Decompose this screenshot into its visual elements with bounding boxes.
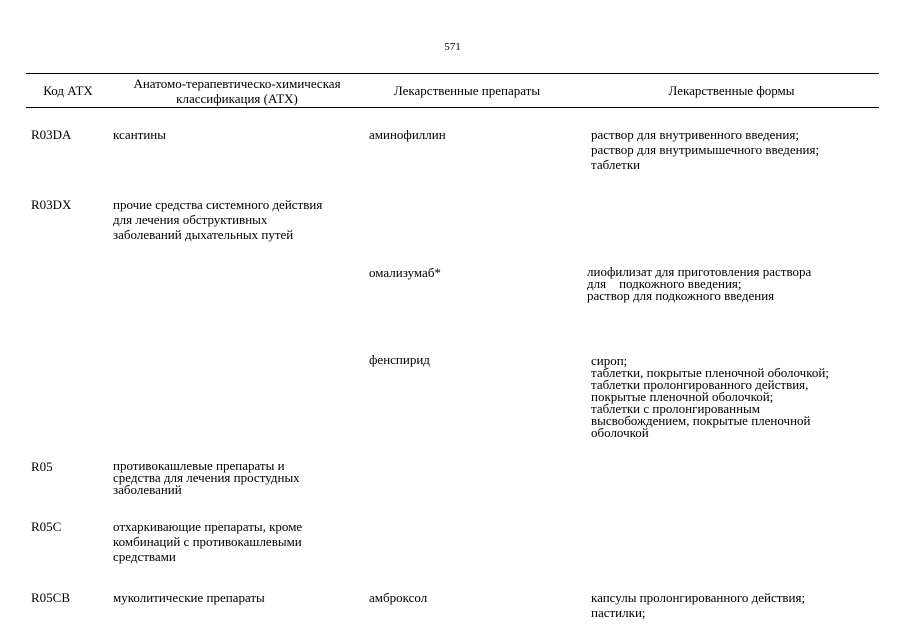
row-drug: омализумаб*: [369, 265, 441, 280]
header-code: [26, 74, 110, 107]
atc-line: заболеваний: [113, 482, 182, 497]
atc-line: противокашлевые препараты и: [113, 458, 285, 473]
atc-line: прочие средства системного действия: [113, 197, 323, 212]
form-line: высвобождением, покрытые пленочной: [591, 413, 811, 428]
header-drugs: [364, 74, 570, 107]
form-line: таблетки: [591, 157, 641, 172]
row-code: R03DX: [31, 197, 72, 212]
row-drug: аминофиллин: [369, 127, 446, 142]
page-number: 571: [444, 41, 461, 53]
header-atc-line1: Анатомо-терапевтическо-химическая: [133, 75, 341, 91]
row-code: R03DA: [31, 127, 72, 142]
header-atc: [112, 74, 362, 107]
row-atc: [113, 127, 166, 142]
form-line: капсулы пролонгированного действия;: [591, 590, 806, 605]
atc-line: заболеваний дыхательных путей: [113, 227, 294, 242]
header-atc-line2: классификация (АТХ): [176, 90, 298, 106]
form-line: таблетки, покрытые пленочной оболочкой;: [591, 365, 829, 380]
form-line: для подкожного введения;: [587, 276, 742, 291]
form-line: раствор для подкожного введения: [587, 288, 775, 303]
atc-line: муколитические препараты: [113, 590, 265, 605]
atc-line: для лечения обструктивных: [113, 212, 268, 227]
form-line: раствор для внутривенного введения;: [591, 127, 799, 142]
header-forms-label: Лекарственные формы: [668, 83, 795, 98]
row-atc: [113, 519, 302, 564]
form-line: таблетки с пролонгированным: [591, 401, 761, 416]
row-atc: [113, 460, 300, 496]
atc-line: отхаркивающие препараты, кроме: [113, 519, 303, 534]
row-forms: [587, 266, 811, 302]
header-drugs-label: Лекарственные препараты: [393, 83, 541, 98]
row-forms: [591, 590, 805, 620]
atc-line: средства для лечения простудных: [113, 470, 300, 485]
form-line: сироп;: [591, 353, 628, 368]
form-line: покрытые пленочной оболочкой;: [591, 389, 774, 404]
form-line: раствор для внутримышечного введения;: [591, 142, 820, 157]
row-atc: [113, 590, 265, 605]
row-drug: амброксол: [369, 590, 428, 605]
row-forms: [591, 127, 819, 172]
header-code-label: Код АТХ: [43, 83, 93, 98]
row-code: R05C: [31, 519, 62, 534]
row-code: R05: [31, 459, 53, 474]
row-drug: фенспирид: [369, 352, 430, 367]
atc-line: средствами: [113, 549, 176, 564]
row-forms: [591, 355, 829, 439]
row-code: R05CB: [31, 590, 71, 605]
atc-line: комбинаций с противокашлевыми: [113, 534, 302, 549]
form-line: пастилки;: [591, 605, 646, 620]
form-line: оболочкой: [591, 425, 649, 440]
form-line: таблетки пролонгированного действия,: [591, 377, 809, 392]
row-atc: [113, 197, 322, 242]
table-header-rule: [26, 107, 879, 108]
atc-line: ксантины: [113, 127, 166, 142]
header-forms: [584, 74, 879, 107]
form-line: лиофилизат для приготовления раствора: [587, 264, 812, 279]
